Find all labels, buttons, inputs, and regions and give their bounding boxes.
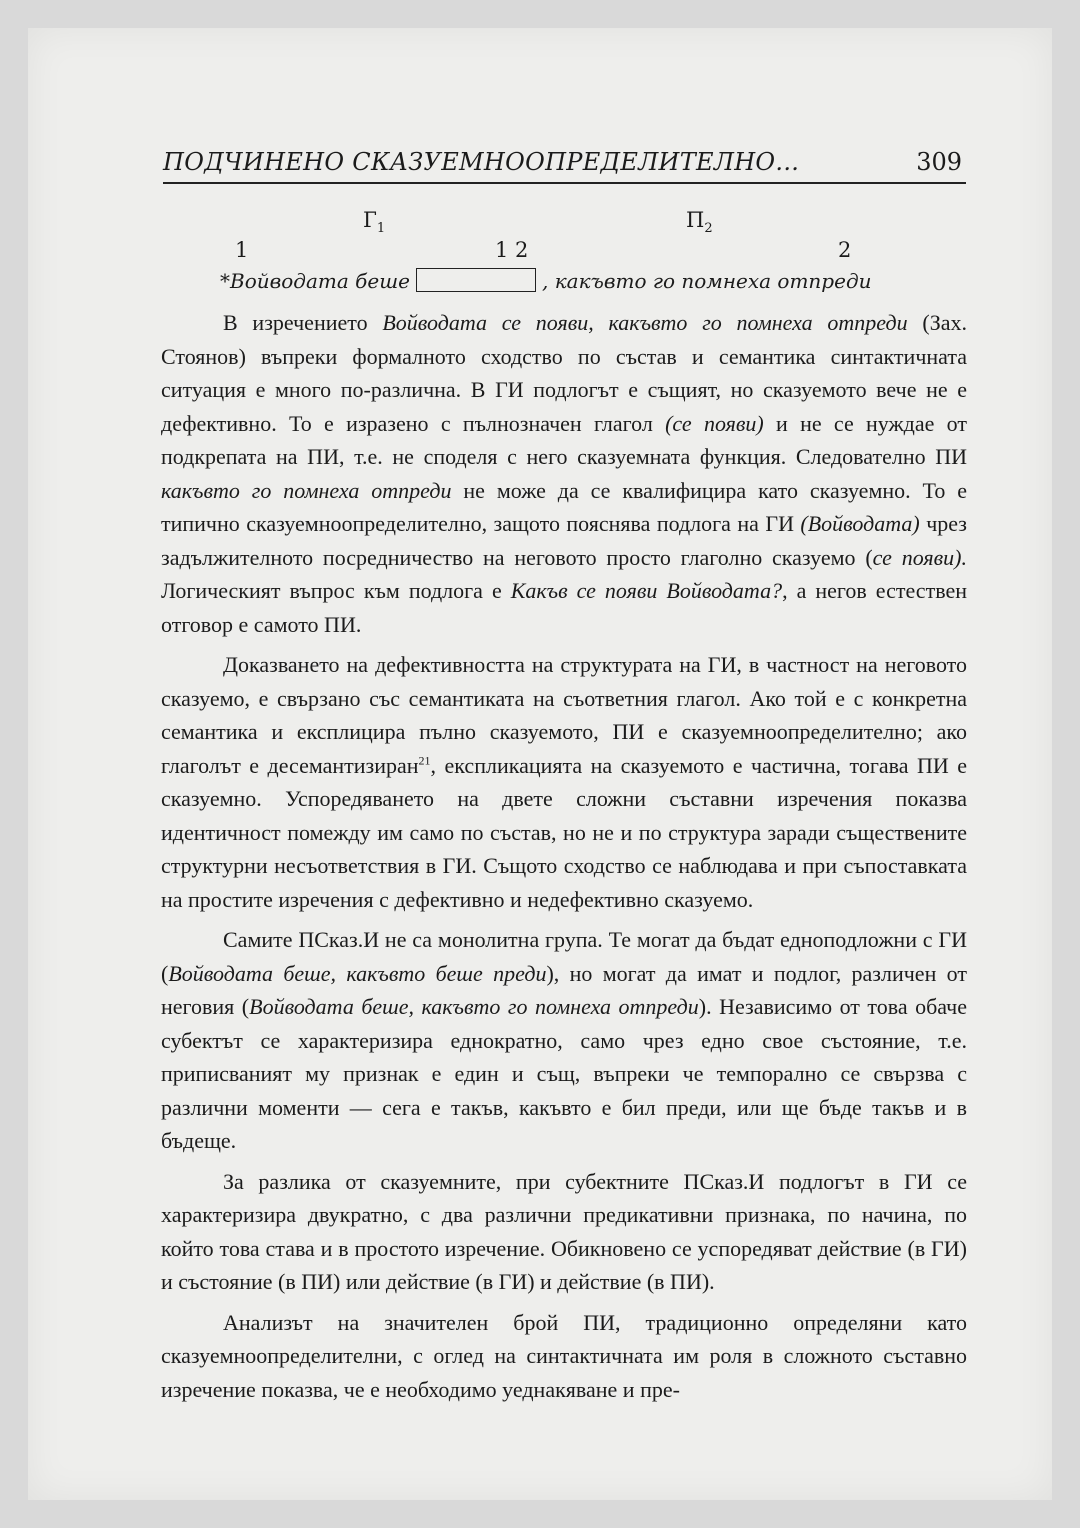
running-header: [163, 140, 966, 184]
text-run: и не се нуждае от подкрепата на ПИ, т.е. не споделя с него сказуемната функция. Следователно ПИ: [161, 410, 967, 469]
text-run: Логическият въпрос към подлога е: [161, 578, 511, 603]
italic-example: (се появи): [665, 410, 764, 436]
italic-example: Какъв се появи Войводата?: [510, 578, 783, 603]
paragraph-4: [161, 1165, 967, 1299]
text-run: чрез задължителното посредничество на неговото просто глаголно сказуемо (: [161, 511, 967, 570]
paragraph-3: [161, 923, 967, 1158]
text-run: ). Независимо от това обаче субектът се характеризира еднократно, само чрез едно свое състояние, т.е. приписваният му признак е един и същ, въпреки че темпорално се свързва с различни моменти — сега е такъв, какъвто е бил преди, или ще бъде такъв и в бъдеще.: [161, 994, 968, 1153]
text-run: ), но могат да имат и подлог, различен от неговия (: [161, 960, 967, 1019]
paragraph-5: [161, 1306, 967, 1407]
text-run: За разлика от сказуемните, при субектните ПСказ.И подлогът в ГИ се характеризира двукратно, с два различни предикативни признака, по начина, по който това става и в простото изречение. Обикновено се успоредяват действие (в ГИ) и състояние (в ПИ) или действие (в ГИ) и действие (в ПИ).: [161, 1168, 967, 1294]
footnote-ref: 21: [418, 753, 431, 768]
text-run: Анализът на значителен брой ПИ, традиционно определяни като сказуемноопределителни, с оглед на синтактичната им роля в сложното съставно изречение показва, че е необходимо уеднакяване и пре-: [161, 1309, 967, 1402]
running-title: ПОДЧИНЕНО СКАЗУЕМНООПРЕДЕЛИТЕЛНО...: [163, 148, 800, 176]
text-run: В изречението: [223, 310, 383, 335]
diagram-num-1: 1: [235, 238, 249, 262]
italic-example: какъвто го помнеха отпреди: [161, 477, 452, 503]
diagram-example-sentence: *Войводата беше , какъвто го помнеха отпреди: [220, 269, 872, 293]
diagram-p-label: $П_2$: [686, 208, 713, 237]
italic-example: Войводата беше, какъвто беше преди: [168, 960, 547, 986]
text-run: Доказването на дефективността на структурата на ГИ, в частност на неговото сказуемо, е свързано със семантиката на съответния глагол. Ако той е с конкретна семантика и експлицира пълно сказуемото, ПИ е сказуемноопределително; ако глаголът е десемантизиран: [161, 652, 967, 778]
text-run: (Зах. Стоянов) въпреки формалното сходство по състав и семантика синтактичната ситуация е много по-различна. В ГИ подлогът е същият, но сказуемото вече не е дефективно. То е изразено с пълнозначен глагол: [161, 310, 967, 436]
text-run: , а негов естествен отговор е самото ПИ.: [161, 578, 967, 637]
italic-example: (Войводата): [800, 511, 920, 536]
italic-example: Войводата беше, какъвто го помнеха отпреди: [249, 994, 699, 1019]
text-run: не може да се квалифицира като сказуемно. То е типично сказуемноопределително, защото пояснява подлога на ГИ: [161, 477, 967, 536]
italic-example: Войводата се появи, какъвто го помнеха отпреди: [382, 310, 908, 335]
diagram-num-2: 2: [838, 238, 852, 262]
diagram-num-12: 1 2: [495, 238, 529, 262]
text-run: , експликацията на сказуемото е частична, тогава ПИ е сказуемно. Успоредяването на двете сложни съставни изречения показва идентичност помежду им само по състав, но не и по структура заради съществените структурни несъответствия в ГИ. Същото сходство се наблюдава и при съпоставката на простите изречения с дефективно и недефективно сказуемо.: [161, 752, 967, 912]
diagram-g-label: $Г_1$: [363, 208, 386, 237]
page-number: 309: [916, 148, 962, 176]
body-text: [161, 306, 967, 1406]
paragraph-1: [161, 306, 967, 641]
empty-predicate-box: [416, 268, 536, 292]
italic-example: се появи).: [872, 544, 968, 570]
book-page: [28, 28, 1052, 1500]
paragraph-2: [161, 648, 967, 916]
text-run: Самите ПСказ.И не са монолитна група. Те могат да бъдат едноподложни с ГИ (: [161, 927, 967, 986]
